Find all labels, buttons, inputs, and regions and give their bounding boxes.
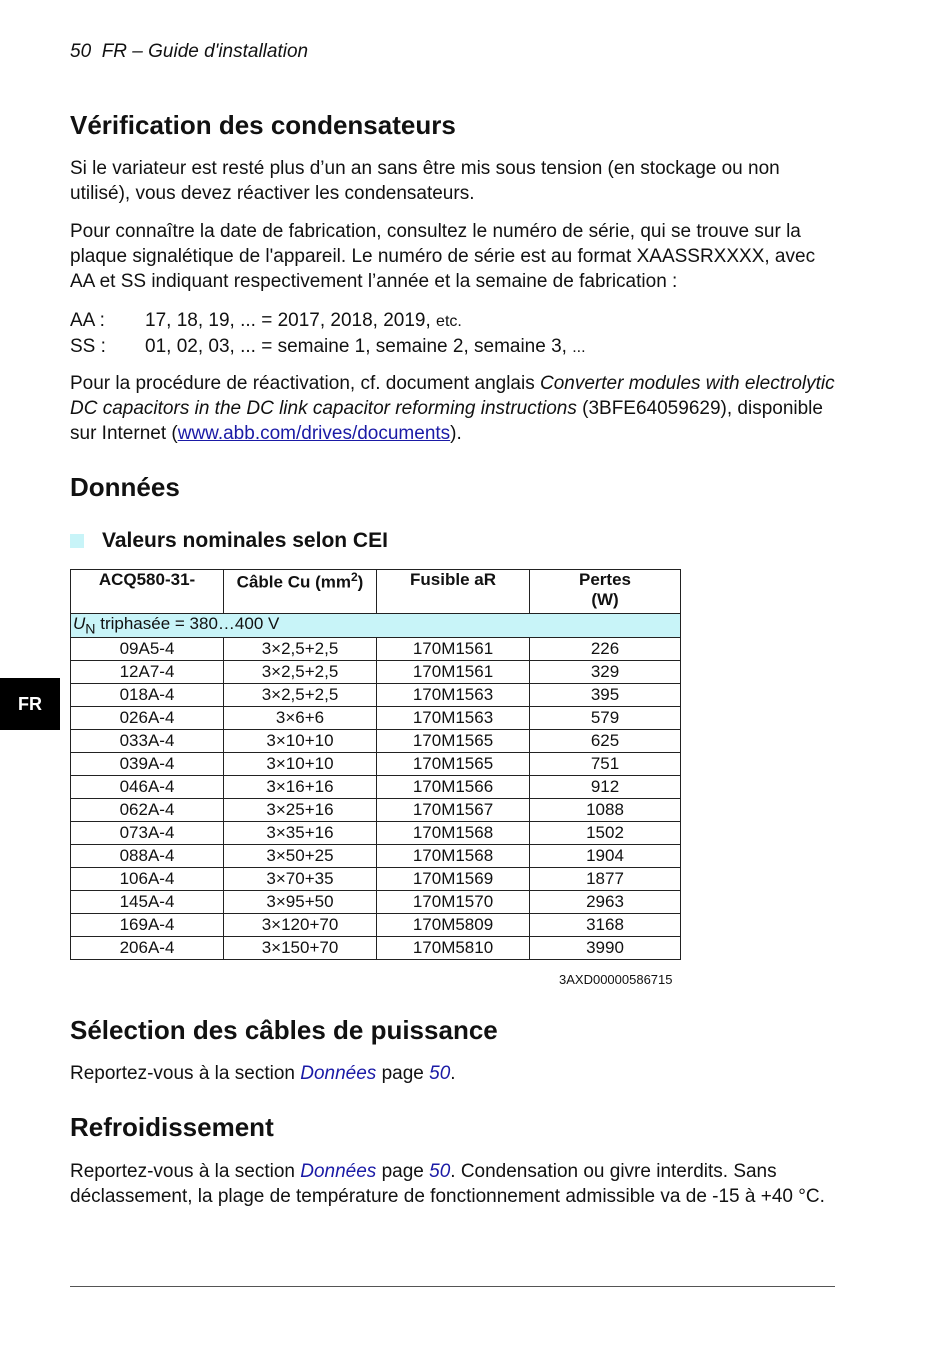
fuse-cell: 170M5809: [377, 914, 530, 937]
model-cell: 026A-4: [71, 707, 224, 730]
p3-text-a: Pour la procédure de réactivation, cf. document anglais: [70, 373, 540, 394]
losses-cell: 579: [530, 707, 681, 730]
table-row: [71, 868, 681, 891]
losses-cell: 1877: [530, 868, 681, 891]
section-title-cooling: Refroidissement: [70, 1112, 274, 1142]
losses-cell: 226: [530, 638, 681, 661]
page-link[interactable]: 50: [429, 1161, 451, 1182]
losses-cell: 2963: [530, 891, 681, 914]
header-title: FR – Guide d'installation: [101, 41, 309, 62]
model-cell: 12A7-4: [71, 661, 224, 684]
cable-cell: 3×35+16: [224, 822, 377, 845]
list-item-ss: [70, 334, 586, 360]
model-cell: 09A5-4: [71, 638, 224, 661]
paragraph-cables: [70, 1061, 840, 1086]
table-row: [71, 776, 681, 799]
table-row: [71, 684, 681, 707]
serial-format-list: [70, 308, 586, 360]
cable-header-sup: 2: [350, 570, 358, 584]
fuse-cell: 170M1563: [377, 707, 530, 730]
table-row: [71, 707, 681, 730]
ss-value: 01, 02, 03, ... = semaine 1, semaine 2, semaine 3,: [145, 336, 567, 357]
fuse-cell: 170M1561: [377, 638, 530, 661]
cable-cell: 3×25+16: [224, 799, 377, 822]
cooling-text-c: . Condensation ou givre interdits. Sans déclassement, la plage de température de fonctionnement admissible va de -15 à +40 °C.: [70, 1161, 825, 1207]
donnees-link[interactable]: Données: [300, 1161, 377, 1182]
table-row: [71, 799, 681, 822]
losses-cell: 912: [530, 776, 681, 799]
list-item-aa: [70, 308, 586, 334]
losses-cell: 3168: [530, 914, 681, 937]
page-link[interactable]: 50: [429, 1063, 451, 1084]
losses-cell: 1088: [530, 799, 681, 822]
table-row: [71, 937, 681, 960]
table-doc-id: 3AXD00000586715: [559, 972, 673, 987]
page-header: [70, 41, 308, 63]
paragraph-capacitors-3: [70, 371, 840, 446]
un-text: triphasée = 380…400 V: [95, 614, 280, 633]
paragraph-cooling: [70, 1159, 840, 1209]
section-title-data: Données: [70, 472, 180, 502]
cable-cell: 3×10+10: [224, 730, 377, 753]
model-cell: 039A-4: [71, 753, 224, 776]
cooling-text-a: Reportez-vous à la section: [70, 1161, 301, 1182]
fuse-cell: 170M1563: [377, 684, 530, 707]
cables-text-a: Reportez-vous à la section: [70, 1063, 301, 1084]
cable-cell: 3×70+35: [224, 868, 377, 891]
cable-header-text: Câble Cu (mm: [236, 572, 351, 592]
cables-text-c: .: [450, 1063, 456, 1084]
model-cell: 106A-4: [71, 868, 224, 891]
table-row: [71, 845, 681, 868]
fuse-cell: 170M1561: [377, 661, 530, 684]
table-header-row: [71, 570, 681, 614]
fuse-cell: 170M1567: [377, 799, 530, 822]
fuse-cell: 170M1568: [377, 845, 530, 868]
cable-cell: 3×120+70: [224, 914, 377, 937]
losses-cell: 1904: [530, 845, 681, 868]
losses-cell: 751: [530, 753, 681, 776]
footer-divider: [70, 1286, 835, 1287]
paragraph-capacitors-2: Pour connaître la date de fabrication, consultez le numéro de série, qui se trouve sur la plaque signalétique de l'appareil. Le numéro de série est au format XAASSRXXXX, avec AA et SS indiquant respectivement l’année et la semaine de fabrication :: [70, 221, 816, 292]
table-row: [71, 638, 681, 661]
model-cell: 033A-4: [71, 730, 224, 753]
col-header-cable: [224, 570, 377, 614]
cable-cell: 3×10+10: [224, 753, 377, 776]
ss-key: SS :: [70, 336, 106, 357]
col-header-model: ACQ580-31-: [71, 570, 224, 614]
fuse-cell: 170M1568: [377, 822, 530, 845]
model-cell: 088A-4: [71, 845, 224, 868]
cable-header-close: ): [357, 572, 364, 592]
model-cell: 169A-4: [71, 914, 224, 937]
table-row: [71, 753, 681, 776]
square-bullet-icon: [70, 534, 84, 548]
losses-header-text: Pertes: [579, 570, 631, 589]
cable-cell: 3×16+16: [224, 776, 377, 799]
fuse-cell: 170M1565: [377, 753, 530, 776]
subsection-title-ratings: [70, 529, 388, 553]
model-cell: 145A-4: [71, 891, 224, 914]
cable-cell: 3×95+50: [224, 891, 377, 914]
paragraph-capacitors-1: Si le variateur est resté plus d’un an sans être mis sous tension (en stockage ou non utilisé), vous devez réactiver les condensateurs.: [70, 158, 780, 204]
table-row: [71, 914, 681, 937]
col-header-fuse: Fusible aR: [377, 570, 530, 614]
voltage-cell: [71, 614, 681, 638]
aa-etc: etc.: [436, 313, 462, 330]
fuse-cell: 170M1565: [377, 730, 530, 753]
p3-text-c: ).: [450, 423, 462, 444]
col-header-losses: [530, 570, 681, 614]
section-title-cables: Sélection des câbles de puissance: [70, 1015, 498, 1045]
fuse-cell: 170M1569: [377, 868, 530, 891]
aa-key: AA :: [70, 310, 105, 331]
table-row: [71, 822, 681, 845]
ratings-table: [70, 569, 681, 960]
language-tab: FR: [0, 678, 60, 730]
losses-cell: 1502: [530, 822, 681, 845]
ss-etc: ...: [572, 339, 586, 356]
table-row: [71, 891, 681, 914]
section-title-capacitors: Vérification des condensateurs: [70, 110, 456, 140]
table-row: [71, 661, 681, 684]
fuse-cell: 170M1570: [377, 891, 530, 914]
model-cell: 046A-4: [71, 776, 224, 799]
voltage-row: [71, 614, 681, 638]
losses-cell: 625: [530, 730, 681, 753]
table-row: [71, 730, 681, 753]
cable-cell: 3×2,5+2,5: [224, 638, 377, 661]
model-cell: 018A-4: [71, 684, 224, 707]
cable-cell: 3×2,5+2,5: [224, 684, 377, 707]
cable-cell: 3×6+6: [224, 707, 377, 730]
cables-text-b: page: [376, 1063, 430, 1084]
subsection-label: Valeurs nominales selon CEI: [102, 529, 388, 552]
donnees-link[interactable]: Données: [300, 1063, 377, 1084]
documents-link[interactable]: www.abb.com/drives/documents: [177, 423, 451, 444]
page-number: 50: [70, 41, 92, 62]
losses-header-unit: (W): [591, 590, 619, 609]
model-cell: 206A-4: [71, 937, 224, 960]
cooling-text-b: page: [376, 1161, 430, 1182]
p3-doc-title: Converter modules with electrolytic DC capacitors in the DC link capacitor reforming instructions: [70, 373, 835, 419]
model-cell: 062A-4: [71, 799, 224, 822]
cable-cell: 3×2,5+2,5: [224, 661, 377, 684]
un-symbol: U: [73, 614, 86, 633]
p3-text-b: (3BFE64059629), disponible sur Internet (: [70, 398, 823, 444]
aa-value: 17, 18, 19, ... = 2017, 2018, 2019,: [145, 310, 431, 331]
model-cell: 073A-4: [71, 822, 224, 845]
fuse-cell: 170M5810: [377, 937, 530, 960]
cable-cell: 3×150+70: [224, 937, 377, 960]
losses-cell: 395: [530, 684, 681, 707]
losses-cell: 329: [530, 661, 681, 684]
un-subscript: N: [85, 621, 96, 638]
losses-cell: 3990: [530, 937, 681, 960]
cable-cell: 3×50+25: [224, 845, 377, 868]
fuse-cell: 170M1566: [377, 776, 530, 799]
